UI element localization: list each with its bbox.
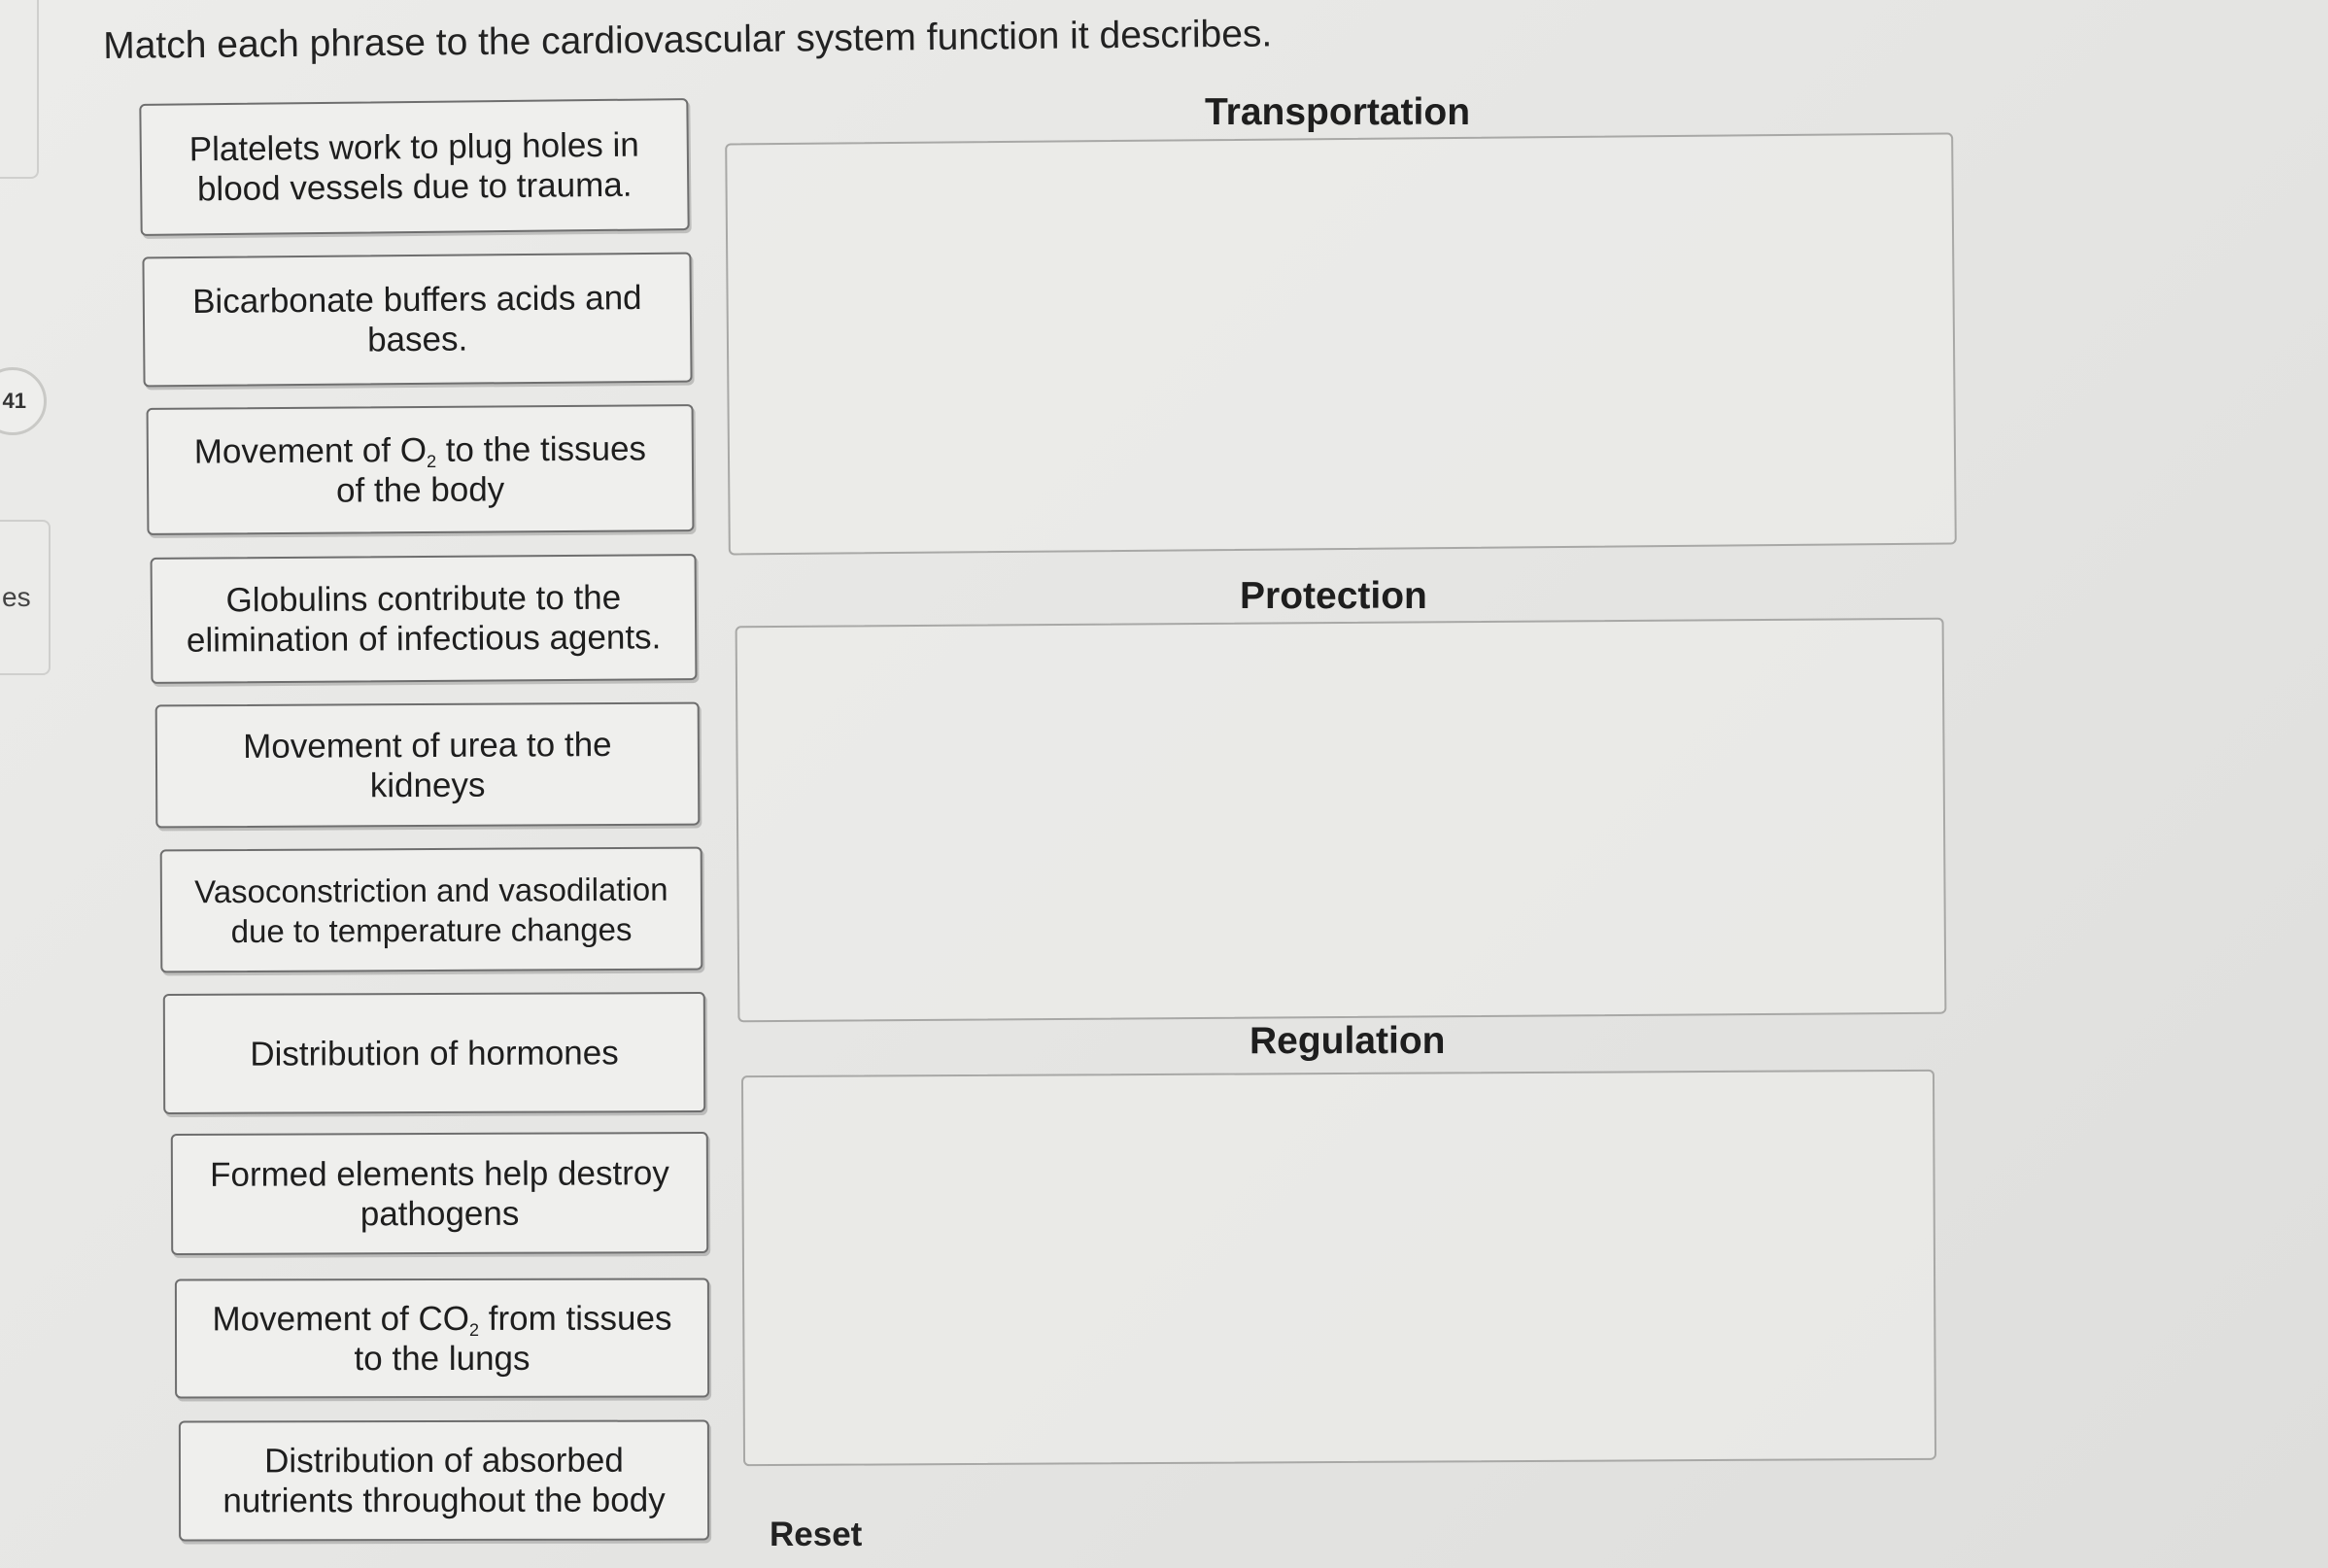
phrase-card-platelets[interactable] <box>139 98 689 236</box>
phrase-text: Movement of $CO_2$ from tissues to the lungs <box>212 1299 672 1378</box>
phrase-text: Movement of $O_2$ to the tissues of the body <box>193 428 647 510</box>
phrase-text: Movement of urea to the kidneys <box>243 725 612 804</box>
left-panel-edge <box>0 0 39 179</box>
left-nav-tab[interactable] <box>0 520 51 675</box>
phrase-text: Distribution of hormones <box>250 1033 619 1074</box>
phrase-text: Vasoconstriction and vasodilation due to temperature changes <box>194 870 668 949</box>
zone-title-protection: Protection <box>1240 575 1427 617</box>
question-number: 41 <box>2 389 26 413</box>
drop-zone-regulation[interactable] <box>741 1070 1936 1466</box>
drop-zone-transportation[interactable] <box>725 132 1957 555</box>
phrase-card-globulins[interactable] <box>151 554 698 684</box>
phrase-card-vasoconstriction[interactable] <box>160 847 703 973</box>
phrase-card-co2-movement[interactable] <box>175 1278 709 1399</box>
phrase-text: Distribution of absorbed nutrients throughout the body <box>223 1441 666 1520</box>
phrase-card-formed-elements[interactable] <box>171 1132 708 1255</box>
phrase-text: Formed elements help destroy pathogens <box>209 1153 669 1233</box>
drop-zone-protection[interactable] <box>736 618 1947 1023</box>
instruction-text: Match each phrase to the cardiovascular system function it describes. <box>103 13 1273 67</box>
phrase-text: Bicarbonate buffers acids and bases. <box>191 278 642 359</box>
reset-button[interactable]: Reset <box>770 1516 863 1553</box>
zone-title-transportation: Transportation <box>1205 91 1471 133</box>
phrase-card-nutrients[interactable] <box>179 1420 709 1542</box>
phrase-card-bicarbonate[interactable] <box>142 253 692 388</box>
phrase-card-oxygen-movement[interactable] <box>147 404 695 535</box>
phrase-card-urea-movement[interactable] <box>155 702 701 829</box>
zone-title-regulation: Regulation <box>1250 1020 1446 1062</box>
question-number-badge[interactable] <box>0 367 47 435</box>
phrase-text: Platelets work to plug holes in blood vessels due to trauma. <box>188 125 639 209</box>
phrase-text: Globulins contribute to the elimination of infectious agents. <box>186 578 662 660</box>
phrase-card-hormones[interactable] <box>163 992 705 1114</box>
left-nav-tab-label: es <box>2 582 31 612</box>
